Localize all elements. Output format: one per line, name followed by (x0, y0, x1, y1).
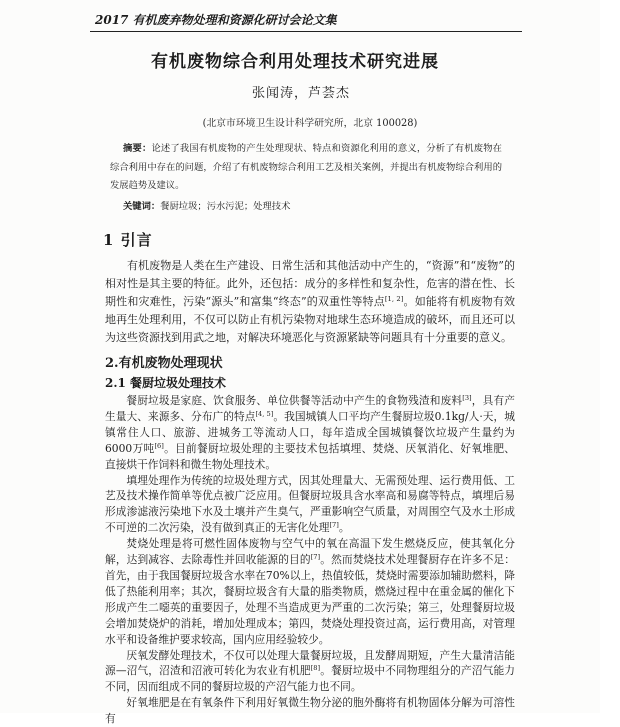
text-run: 。如能将有机废物有效地再生处理利用，不仅可以防止有机污染物对地球生态环境造成的破坏，而且还可以为这些资源找到用武之地，对解决环境恶化与资源紧缺等问题具有十分重要的意义。 (105, 295, 515, 344)
paragraph-incineration (105, 536, 515, 647)
citation-ref: [7] (310, 553, 321, 562)
text-run: 餐厨垃圾是家庭、饮食服务、单位供餐等活动中产生的食物残渣和废料 (126, 394, 463, 407)
citation-ref: [4, 5] (255, 409, 274, 418)
food-waste-body (105, 393, 515, 727)
paper-title: 有机废物综合利用处理技术研究进展 (151, 52, 439, 72)
paragraph-food-waste-overview (105, 393, 515, 473)
text-run: 好氧堆肥是在有氧条件下利用好氧微生物分泌的胞外酶将有机物固体分解为可溶性有 (105, 696, 515, 726)
text-run: ，具有产生量大、来源多、分布广的特点 (105, 394, 515, 423)
text-run: 。餐厨垃圾中不同物理组分的产沼气能力不同，因而组成不同的餐厨垃圾的产沼气能力也不同。 (105, 664, 515, 694)
keywords (123, 200, 503, 214)
citation-ref: [3] (462, 394, 472, 403)
paragraph-landfill (105, 473, 515, 537)
text-run: 。目前餐厨垃圾处理的主要技术包括填埋、焚烧、厌氧消化、好氧堆肥、直接烘干作饲料和微生物处理技术。 (105, 441, 515, 471)
section-heading-introduction: 1 引言 (103, 231, 153, 249)
header-rule (90, 31, 522, 32)
citation-ref: [6] (154, 441, 164, 450)
abstract-label: 摘要： (123, 143, 152, 154)
text-run: 焚烧处理是将可燃性固体废物与空气中的氧在高温下发生燃烧反应，使其氧化分解，达到减容、去除毒性并回收能源的目的 (105, 537, 515, 567)
affiliation: (北京市环境卫生设计科学研究所，北京 100028) (202, 118, 418, 129)
abstract (110, 140, 502, 196)
text-run: 有机废物是人类在生产建设、日常生活和其他活动中产生的，“资源”和“废物”的相对性是其主要的特征。此外，还包括：成分的多样性和复杂性，危害的潜在性、长期性和灾难性，污染“源头”和富集“终态”的双重性等特点 (105, 259, 515, 308)
citation-ref: [1, 2] (384, 294, 404, 303)
text-run: 。我国城镇人口平均产生餐厨垃圾0.1kg/人·天，城镇常住人口、旅游、进城务工等流动人口，每年造成全国城镇餐饮垃圾产生量约为6000万吨 (105, 409, 515, 455)
paragraph-aerobic-composting (105, 695, 515, 727)
running-header: 2017 有机废弃物处理和资源化研讨会论文集 (95, 13, 337, 27)
text-run: 。 (338, 521, 350, 535)
citation-ref: [7] (329, 521, 339, 530)
keywords-label: 关键词： (123, 201, 161, 212)
text-run: 填埋处理作为传统的垃圾处理方式，因其处理量大、无需预处理、运行费用低、工艺及技术操作简单等优点被广泛应用。但餐厨垃圾具含水率高和易腐等特点，填埋后易形成渗滤液污染地下水及土壤并产生臭气，严重影响空气质量，对周围空气及水土形成不可逆的二次污染，没有做到真正的无害化处理 (105, 473, 515, 535)
introduction-paragraph (105, 257, 515, 347)
author-names: 张闻涛，芦荟杰 (251, 86, 350, 101)
introduction-body (105, 257, 515, 347)
citation-ref: [8] (310, 664, 321, 673)
section-heading-status: 2.有机废物处理现状 (105, 356, 223, 371)
abstract-text: 论述了我国有机废物的产生处理现状、特点和资源化利用的意义，分析了有机废物在综合利用中存在的问题，介绍了有机废物综合利用工艺及相关案例，并提出有机废物综合利用的发展趋势及建议。 (110, 143, 502, 191)
keywords-text: 餐厨垃圾；污水污泥；处理技术 (160, 201, 291, 212)
paragraph-anaerobic-digestion (105, 648, 515, 696)
text-run: 。然而焚烧技术处理餐厨存在许多不足：首先，由于我国餐厨垃圾含水率在70%以上，热值较低，焚烧时需要添加辅助燃料，降低了热能利用率；其次，餐厨垃圾含有大量的脂类物质，燃烧过程中在重金属的催化下形成产生二噁英的重要因子，处理不当造成更为严重的二次污染；第三，处理餐厨垃圾会增加焚烧炉的消耗，增加处理成本；第四，焚烧处理投资过高，运行费用高，对管理水平和设备维护要求较高，国内应用经验较少。 (105, 553, 515, 646)
subsection-heading-food-waste: 2.1 餐厨垃圾处理技术 (105, 376, 227, 390)
text-run: 厌氧发酵处理技术，不仅可以处理大量餐厨垃圾，且发酵周期短，产生大量清洁能源—沼气，沼渣和沼液可转化为农业有机肥 (105, 648, 515, 678)
